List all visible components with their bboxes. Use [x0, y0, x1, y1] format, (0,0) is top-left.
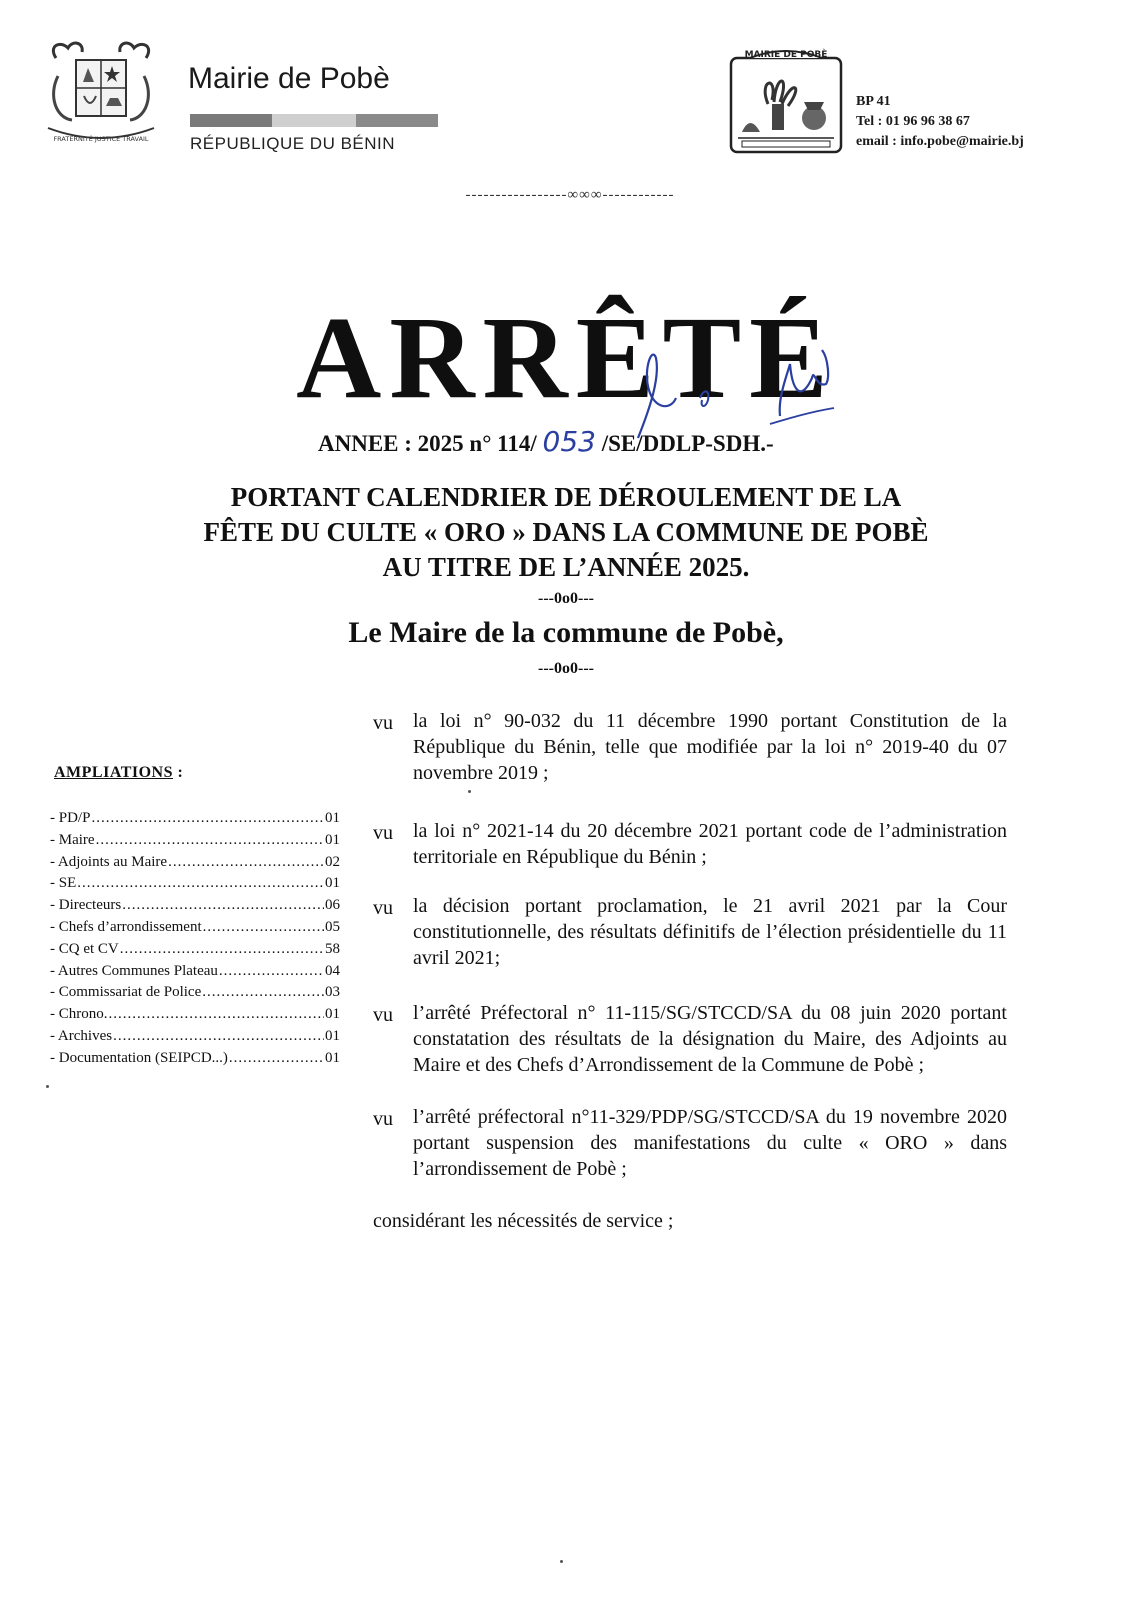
ampliation-item: - SE ..... 01	[50, 873, 340, 895]
ampliations-title-colon: :	[173, 764, 184, 781]
mayor-line: Le Maire de la commune de Pobè,	[348, 616, 784, 649]
ref-prefix: ANNEE : 2025 n° 114/	[318, 431, 537, 456]
ampliations-title-text: AMPLIATIONS	[54, 764, 173, 781]
ampliation-item: - Commissariat de Police ..... 03	[50, 982, 340, 1004]
contact-tel: Tel : 01 96 96 38 67	[856, 114, 970, 129]
ampliations-list	[50, 808, 340, 1070]
flag-yellow-stripe	[272, 114, 356, 127]
ampliation-item: - PD/P ..... 01	[50, 808, 340, 830]
visa-text: l’arrêté préfectoral n°11-329/PDP/SG/STCCD/SA du 19 novembre 2020 portant suspension des manifestations du culte « ORO » dans l’arrondissement de Pobè ;	[413, 1106, 1007, 1180]
visa-marker: vu	[373, 897, 393, 919]
subject-line: PORTANT CALENDRIER DE DÉROULEMENT DE LA	[230, 482, 902, 512]
visa-text: la loi n° 2021-14 du 20 décembre 2021 portant code de l’administration territoriale en République du Bénin ;	[413, 820, 1007, 868]
document-title: ARRÊTÉ	[296, 292, 836, 423]
flag-green-stripe	[190, 114, 272, 127]
visa-marker: vu	[373, 1108, 393, 1130]
visa-text: la loi n° 90-032 du 11 décembre 1990 portant Constitution de la République du Bénin, telle que modifiée par la loi n° 2019-40 du 07 novembre 2019 ;	[413, 710, 1007, 784]
ref-suffix: /SE/DDLP-SDH.-	[601, 431, 774, 456]
ampliation-item: - Directeurs ..... 06	[50, 895, 340, 917]
ref-handwritten-number: 053	[542, 425, 596, 458]
visa-marker: vu	[373, 822, 393, 844]
ampliation-item: - Archives ..... 01	[50, 1026, 340, 1048]
flag-color-bar	[190, 114, 438, 127]
republic-label: RÉPUBLIQUE DU BÉNIN	[190, 134, 396, 153]
header-ornament: -----------------∞∞∞------------	[465, 187, 675, 203]
reference-number	[318, 425, 774, 458]
visa-marker: vu	[373, 712, 393, 734]
ampliation-item: - Documentation (SEIPCD...) ..... 01	[50, 1048, 340, 1070]
flag-red-stripe	[356, 114, 438, 127]
mairie-stamp-logo	[728, 44, 844, 156]
ampliation-item: - Maire ..... 01	[50, 830, 340, 852]
ampliation-item: - CQ et CV ..... 58	[50, 939, 340, 961]
visa-marker: vu	[373, 1004, 393, 1026]
separator-ornament: ---0o0---	[538, 660, 594, 677]
ampliation-item: - Autres Communes Plateau ..... 04	[50, 961, 340, 983]
ampliation-item: - Adjoints au Maire ..... 02	[50, 852, 340, 874]
mairie-title: Mairie de Pobè	[188, 62, 390, 95]
svg-text:MAIRIE DE POBÈ: MAIRIE DE POBÈ	[744, 50, 828, 60]
contact-bp: BP 41	[856, 94, 891, 109]
visa-text: l’arrêté Préfectoral n° 11-115/SG/STCCD/SA du 08 juin 2020 portant constatation des résultats de la désignation du Maire, des Adjoints au Maire et des Chefs d’Arrondissement de la Commune de Pobè ;	[413, 1002, 1007, 1076]
contact-email: email : info.pobe@mairie.bj	[856, 134, 1024, 149]
subject-line: AU TITRE DE L’ANNÉE 2025.	[382, 552, 750, 582]
considering-clause: considérant les nécessités de service ;	[373, 1210, 674, 1232]
scan-speck	[46, 1085, 49, 1088]
svg-text:FRATERNITÉ JUSTICE TRAVAIL: FRATERNITÉ JUSTICE TRAVAIL	[53, 135, 149, 143]
contact-block	[856, 92, 1024, 152]
scan-speck	[468, 790, 471, 793]
document-subject	[130, 480, 1002, 585]
ampliation-item: - Chefs d’arrondissement ..... 05	[50, 917, 340, 939]
coat-of-arms-logo	[38, 36, 164, 154]
ampliations-title	[54, 764, 183, 782]
scan-speck	[560, 1560, 563, 1563]
subject-line: FÊTE DU CULTE « ORO » DANS LA COMMUNE DE POBÈ	[203, 517, 929, 547]
ampliation-item: - Chrono. ..... 01	[50, 1004, 340, 1026]
visa-text: la décision portant proclamation, le 21 avril 2021 par la Cour constitutionnelle, des résultats définitifs de l’élection présidentielle du 11 avril 2021;	[413, 895, 1007, 969]
separator-ornament: ---0o0---	[538, 590, 594, 607]
